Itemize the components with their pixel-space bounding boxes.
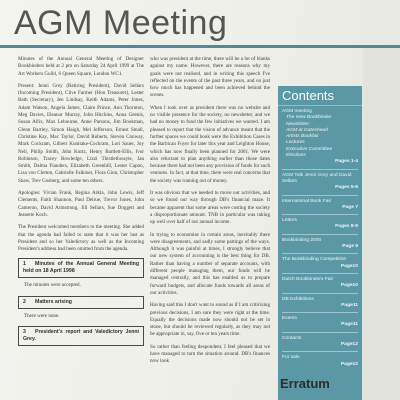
- contents-entry-title[interactable]: Events: [282, 316, 297, 322]
- contents-separator: [282, 234, 358, 235]
- contents-separator: [282, 312, 358, 313]
- contents-heading: Contents: [278, 86, 362, 106]
- minutes-column-right: [150, 56, 270, 371]
- contents-separator: [282, 273, 358, 274]
- minute-heading-2: [18, 296, 144, 309]
- contents-separator: [282, 332, 358, 333]
- contents-entry-title[interactable]: AGM Talk Jenni Grey and David Sellars: [282, 172, 352, 184]
- contents-entry-page: Pages 5-6: [335, 185, 358, 191]
- minute-number: 3: [23, 329, 26, 336]
- body-paragraph: Having said this I don't want to sound as if I am criticising previous decisions, I am sure they were right at the time. Equally the decisions made now should not be set in stone, but should be reviewed regularly, as they may not be appropriate in, say, five or ten years time.: [150, 302, 270, 338]
- contents-entry-title[interactable]: Bookbinding 2000: [282, 237, 322, 243]
- page-title: AGM Meeting: [14, 4, 228, 42]
- body-paragraph: So rather than feeling despondent, I feel pleased that we have managed to turn the situation around. DB's finances now look: [150, 343, 270, 365]
- contents-entry-title[interactable]: Dutch Bookbinders Fair: [282, 276, 334, 282]
- minute-heading-3: [18, 326, 144, 346]
- body-paragraph: In trying to economise in certain areas, inevitably there were disagreements, and sadly some partings of the ways. Although it was painful at times, I strongly believe that our new system of accounting is the best thing for DB. Rather than having a number of separate accounts, with different people managing them, our funds will be managed centrally, and this has enabled us to prepare forward budgets, and allocate funds towards all areas of our activities.: [150, 231, 270, 296]
- contents-separator: [282, 195, 358, 196]
- contents-entry-subitem[interactable]: Elections: [286, 153, 306, 159]
- minute-heading-text: President's report and Valedictory Jenni Grey.: [23, 329, 139, 343]
- contents-entry-page: Page10: [340, 263, 358, 269]
- erratum-heading: Erratum: [280, 376, 330, 391]
- contents-entry-subitem[interactable]: Artists Bookfair: [286, 134, 319, 140]
- contents-entry-subitem[interactable]: Newsletter: [286, 121, 310, 127]
- contents-entry-page: Page11: [341, 322, 358, 328]
- body-paragraph: who was president at the time, there will be a lot of blanks against my name. However, there are reasons why my goals were not realised, and in writing this speech I've reflected on the events of the past three years, and on just how much has happened and been achieved behind the scenes.: [150, 56, 270, 99]
- contents-entry-title[interactable]: Letters: [282, 218, 297, 224]
- contents-entry-page: Page12: [340, 342, 358, 348]
- contents-list: [278, 106, 362, 368]
- contents-separator: [282, 169, 358, 170]
- contents-entry-subitem[interactable]: AGM at Gateshead: [286, 127, 328, 133]
- contents-entry-subitem[interactable]: The New Bookbinder: [286, 115, 332, 121]
- contents-entry-page: Page 7: [342, 204, 358, 210]
- contents-entry-title[interactable]: Contacts: [282, 335, 302, 341]
- contents-entry-page: Page10: [340, 283, 358, 289]
- contents-separator: [282, 253, 358, 254]
- contents-entry-title[interactable]: The Bookbinding Competition: [282, 257, 347, 263]
- title-divider: [0, 45, 400, 48]
- contents-entry-subitem[interactable]: Executive Committee: [286, 146, 333, 152]
- minute-heading-text: Matters arising: [35, 298, 72, 305]
- contents-entry-page: Page11: [341, 302, 358, 308]
- contents-entry-page: Page12: [340, 361, 358, 367]
- contents-separator: [282, 293, 358, 294]
- minute-text-1: The minutes were accepted.: [24, 282, 81, 289]
- contents-separator: [282, 214, 358, 215]
- contents-entry-title[interactable]: DB Exhibitions: [282, 296, 314, 302]
- body-paragraph: It was obvious that we needed to move our activities, and so we found our way through DB's financial maze. It became apparent that some areas were costing the society a disproportionate amount. TNB in particular was taking up well over half of our annual income.: [150, 190, 270, 226]
- minute-heading-1: [18, 258, 144, 278]
- minute-number: 1: [23, 261, 26, 268]
- contents-sidebar: [278, 86, 362, 400]
- body-paragraph: When I took over as president there was no website and no visible presence for the society, no newsletter, and we had no money to fund the few initiatives we wanted. I am pleased to report that the vision of advance meant that the further spaces we could book were the Exhibition Cases in the Barbican Foyer for later this year and Leighton House, which has now finally been planned for 2001. We were also reluctant to plan anything earlier than those dates because there had not been any provision of funds for such ventures. In fact, at that time, there were real concerns that the society was running out of money.: [150, 104, 270, 184]
- welcome-paragraph: The President welcomed members to the meeting. She added that the agenda had failed to state that it was her last as President and so her Valedictory as well as the Incoming President's address had been omitted from the agenda.: [18, 224, 144, 253]
- contents-entry-title[interactable]: For sale: [282, 355, 300, 361]
- page-margin-strip: [363, 48, 400, 400]
- contents-entry-page: Pages 1-4: [335, 159, 358, 165]
- contents-entry-title[interactable]: International Book Fair: [282, 198, 332, 204]
- contents-entry-page: Pages 8-9: [335, 224, 358, 230]
- intro-paragraph: Minutes of the Annual General Meeting of Designer Bookbinders held at 2 pm on Saturday 24 April 1999 at The Art Workers Guild, 6 Queen Square, London WC1.: [18, 56, 144, 77]
- minute-text-2: There were none.: [24, 312, 60, 319]
- contents-entry-subitem[interactable]: Lectures: [286, 140, 305, 146]
- minute-heading-text: Minutes of the Annual General Meeting held on 18 April 1998: [23, 261, 139, 275]
- contents-separator: [282, 351, 358, 352]
- minute-number: 2: [23, 298, 26, 305]
- contents-entry-page: Page 9: [342, 244, 358, 250]
- contents-entry-title[interactable]: AGM meeting: [282, 109, 312, 114]
- apologies-paragraph: Apologies: Vivian Frank, Regina Arkla, John Lewis, Jeff Clements, Faith Shannon, Paul Delrue, Trevor Jones, John Cameron, David Armstrong, Jill Sellars, Sue Doggett and Jeanette Koch.: [18, 190, 144, 218]
- present-paragraph: Present: Jenni Grey (Retiring President), David Sellars (Incoming President), Clive Farmer (Hon Treasurer), Lester Bath (Secretary), Jen Lindsay, Keith Adams, Peter Jones, Adam Watson, Angela James, Claire Prince, Ann Thornton, Meg Davies, Eleanor Murray, John Hitchins, Anna Geenis, Susan Allix, Max Lebourne, Anne Parsons, Jim Bookman, Glenn Bartley, Simon Haigh, Mel Jefferson, Ernest Small, Christine Kay, Mac Taylor, David Roberts, Steven Conway, Mark Cockram, Gilbert Kunitake-Cockram, Lori Sauer, Joy Nell, Philip Smith, John Kurtz, Henry Bartlett-Ellis, Ivor Robinson, Tracey Rowledge, Lizzi Thistlethwayte, Jan Smith, Dalma Flanders, Elizabeth Greenhill, Lester Capon, Lisa von Clemm, Gabrielle Falkiner, Flora Ginn, Christopher Shaw, Trev Gosberg, and some ten others.: [18, 82, 144, 184]
- minutes-column-left: [18, 56, 144, 349]
